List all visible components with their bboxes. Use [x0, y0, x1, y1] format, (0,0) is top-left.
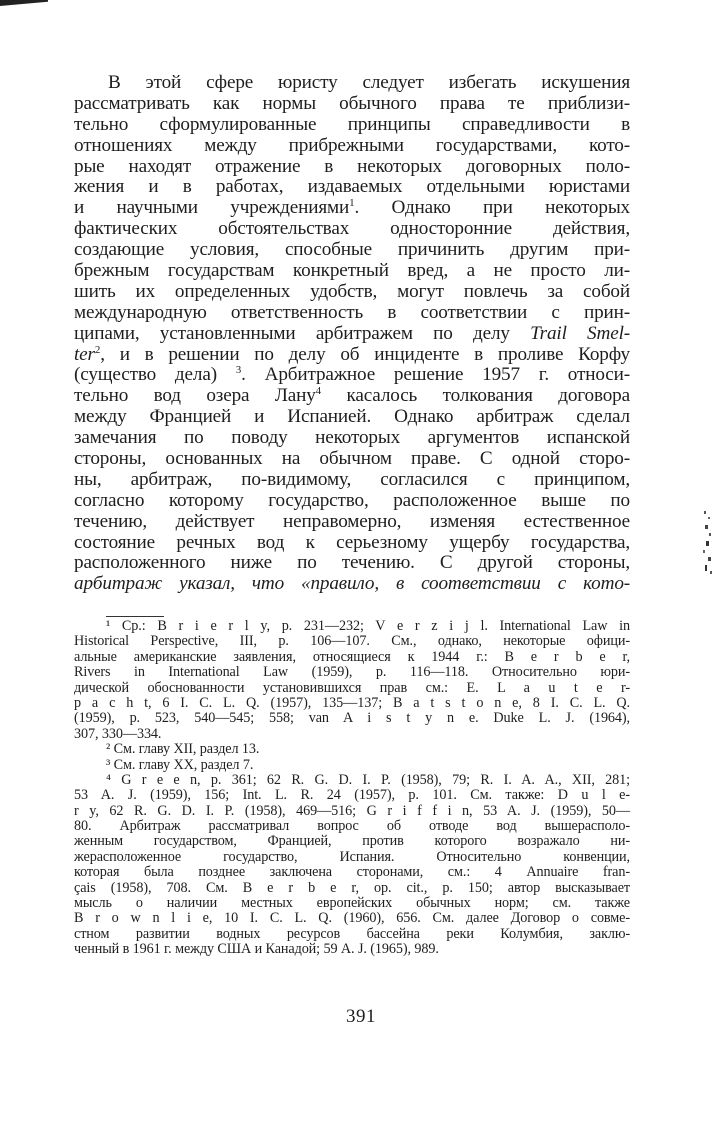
footnote-line: p a c h t, 6 I. C. L. Q. (1957), 135—137; B a t s t o n e, 8 I. C. L. Q.: [74, 694, 630, 711]
page-number: 391: [346, 1006, 376, 1027]
footnote-line: Historical Perspective, III, p. 106—107. См., однако, некоторые офици-: [74, 633, 630, 650]
footnote-divider: [106, 616, 164, 617]
text-segment: тельно вод озера Лану: [74, 385, 316, 407]
footnote-line: женным государством, Францией, против которого возражало ни-: [74, 833, 630, 850]
footnote-line: B r o w n l i e, 10 I. C. L. Q. (1960), 656. См. далее Договор о совме-: [74, 910, 630, 927]
footnote-line: 80. Арбитраж рассматривал вопрос об отводе вод вышерасполо-: [74, 818, 630, 835]
main-text-line: фактических обстоятельствах односторонние действия,: [74, 218, 630, 240]
main-text-line: [74, 365, 630, 386]
main-text-line: между Францией и Испанией. Однако арбитраж сделал: [74, 406, 630, 428]
text-segment: . Арбитражное решение 1957 г. относи-: [241, 364, 630, 386]
main-text-line: [74, 386, 630, 407]
case-name-italic: ter: [74, 343, 95, 365]
main-text-line: расположенного ниже по течению. С другой стороны,: [74, 552, 630, 574]
footnote-line: которая была позднее заключена сторонами, см.: 4 Annuaire fran-: [74, 864, 630, 881]
main-text-line: жения и в работах, издаваемых отдельными юристами: [74, 176, 630, 198]
text-segment: , и в решении по делу об инциденте в проливе Корфу: [100, 343, 630, 365]
footnotes: [74, 619, 630, 958]
main-text-line: создающие условия, способные причинить другим при-: [74, 239, 630, 261]
footnote-line: ⁴ G r e e n, p. 361; 62 R. G. D. I. P. (1958), 79; R. I. A. A., XII, 281;: [106, 771, 630, 788]
main-text-line: течению, действует неправомерно, изменяя естественное: [74, 510, 630, 532]
footnote-line: альные американские заявления, относящиеся к 1944 г.: B e r b e r,: [74, 648, 630, 665]
main-text-line: шить их определенных удобств, могут повлечь за собой: [74, 280, 630, 302]
footnote-ref: 1: [349, 197, 355, 210]
main-text-line: международную ответственность в соответствии с прин-: [74, 301, 630, 323]
main-text-line: тельно сформулированные принципы справедливости в: [74, 113, 630, 135]
footnote-ref: 3: [235, 364, 242, 377]
text-segment: (существо дела): [74, 364, 217, 386]
main-text-line: рассматривать как нормы обычного права те приблизи-: [74, 92, 630, 114]
main-text-line: [74, 324, 630, 345]
main-text: [74, 73, 630, 595]
main-text-line: брежным государствам конкретный вред, а не просто ли-: [74, 260, 630, 282]
footnote-line: ченный в 1961 г. между США и Канадой; 59 A. J. (1965), 989.: [74, 941, 439, 958]
main-text-line: согласно которому государство, расположенное выше по: [74, 489, 630, 511]
footnote-line: жерасположенное государство, Испания. Относительно конвенции,: [74, 848, 630, 865]
main-text-line: состояние речных вод к серьезному ущербу государства,: [74, 531, 630, 553]
text-segment: и научными учреждениями: [74, 197, 350, 219]
main-text-line: замечания по поводу некоторых аргументов испанской: [74, 427, 630, 449]
main-text-line: рые находят отражение в некоторых договорных поло-: [74, 155, 630, 177]
footnote-line: (1959), p. 523, 540—545; 558; van A i s t y n e. Duke L. J. (1964),: [74, 710, 630, 727]
footnote-line: мысль о наличии местных европейских обычных норм; см. также: [74, 895, 630, 912]
footnote-line: 53 A. J. (1959), 156; Int. L. R. 24 (1957), p. 101. См. также: D u l e-: [74, 787, 630, 804]
footnote-ref: 2: [94, 343, 101, 356]
main-text-line: [74, 345, 630, 366]
main-text-line: [74, 198, 630, 219]
footnote-line: дической обоснованности установившихся прав см.: E. L a u t e r-: [74, 679, 630, 696]
footnote-line: ² См. главу XII, раздел 13.: [106, 741, 260, 758]
main-text-line: отношениях между прибрежными государствами, кото-: [74, 134, 630, 156]
footnote-ref: 4: [315, 385, 322, 398]
case-name-italic: Trail Smel-: [530, 322, 630, 344]
footnote-line: çais (1958), 708. См. B e r b e r, op. cit., p. 150; автор высказывает: [74, 879, 630, 896]
page-corner-mark: [0, 0, 48, 6]
footnote-line: 307, 330—334.: [74, 725, 162, 742]
text-segment: . Однако при некоторых: [354, 197, 630, 219]
text-segment: ципами, установленными арбитражем по делу: [74, 322, 510, 344]
main-text-line: В этой сфере юристу следует избегать искушения: [108, 72, 630, 93]
main-text-line: стороны, основанных на обычном праве. С одной сторо-: [74, 448, 630, 470]
footnote-line: стном развитии водных ресурсов бассейна реки Колумбия, заклю-: [74, 925, 630, 942]
footnote-line: ³ См. главу XX, раздел 7.: [106, 756, 254, 773]
edge-speckle-mark: [700, 505, 716, 581]
main-text-line: ны, арбитраж, по-видимому, согласился с принципом,: [74, 468, 630, 490]
footnote-line: ¹ Ср.: B r i e r l y, p. 231—232; V e r z i j l. International Law in: [106, 618, 630, 634]
main-text-line: арбитраж указал, что «правило, в соответствии с кото-: [74, 573, 630, 595]
footnote-line: r y, 62 R. G. D. I. P. (1958), 469—516; G r i f f i n, 53 A. J. (1959), 50—: [74, 802, 630, 819]
footnote-line: Rivers in International Law (1959), p. 116—118. Относительно юри-: [74, 664, 630, 681]
text-segment: касалось толкования договора: [321, 385, 630, 407]
